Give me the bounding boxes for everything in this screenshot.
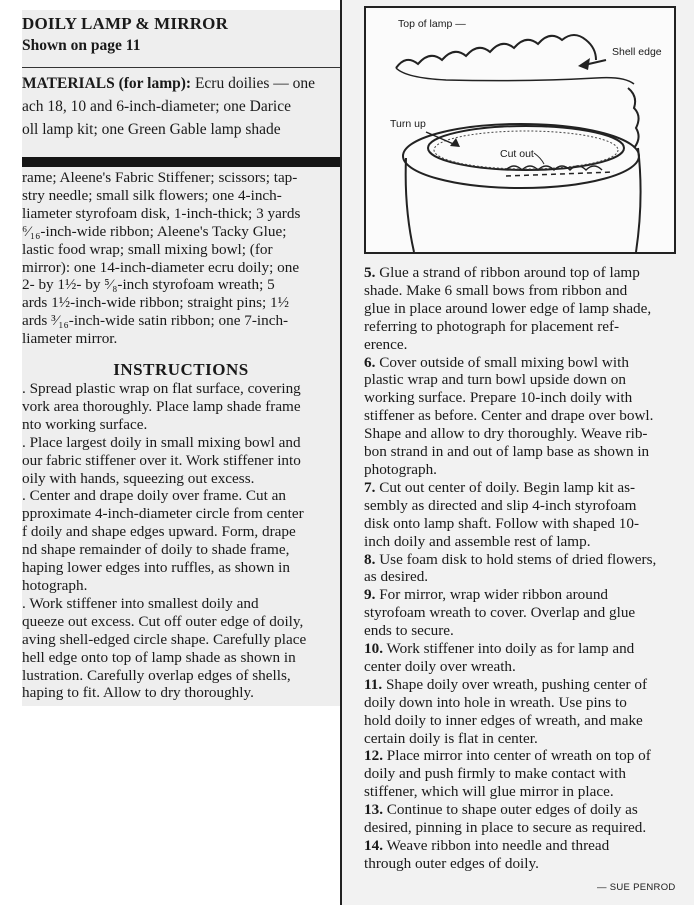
step-line: stiffener as before. Center and drape over bowl. (364, 407, 654, 425)
step-line: glue in place around lower edge of lamp shade, (364, 299, 652, 317)
step-first-line (364, 586, 674, 604)
step-first-line (364, 676, 674, 694)
materials-continued-line: lastic food wrap; small mixing bowl; (for (22, 240, 273, 258)
step-line: queeze out excess. Cut off outer edge of doily, (22, 612, 304, 630)
step-text: Use foam disk to hold stems of dried flowers, (375, 550, 657, 568)
step-number: 11. (364, 675, 383, 693)
step-line: haping to fit. Allow to dry thoroughly. (22, 684, 254, 702)
instructions-steps-1-4 (22, 380, 340, 702)
step-line: Shape and allow to dry thoroughly. Weave rib- (364, 425, 648, 443)
step-first-line (364, 551, 674, 569)
step-line: hold doily to inner edges of wreath, and make (364, 711, 643, 729)
step-line: sembly as directed and slip 4-inch styrofoam (364, 496, 637, 514)
cut-out-pointer (534, 153, 544, 164)
step-number: 8. (364, 550, 376, 568)
step-line: as desired. (364, 568, 429, 586)
step-number: 5. (364, 264, 376, 281)
shell-edge-side (628, 88, 639, 148)
step-number: 7. (364, 478, 376, 496)
shell-edge-bottom (396, 68, 634, 84)
step-line: erence. (364, 335, 408, 353)
materials-continued-line: liameter mirror. (22, 330, 118, 348)
article-subtitle: Shown on page 11 (22, 37, 141, 54)
label-cut-out: Cut out (500, 148, 534, 160)
lamp-drawing (366, 8, 674, 252)
step-line: hotograph. (22, 576, 88, 594)
step-text: Work stiffener into doily as for lamp and (382, 640, 635, 658)
step-number: 12. (364, 747, 383, 765)
shell-edge-arrow-head (578, 58, 590, 70)
step-line: photograph. (364, 460, 437, 478)
step-number: 10. (364, 640, 383, 658)
step-line: stiffener, which will glue mirror in place. (364, 783, 614, 801)
step-line: desired, pinning in place to secure as required. (364, 819, 647, 837)
step-line: nd shape remainder of doily to shade frame, (22, 541, 290, 559)
step-text: For mirror, wrap wider ribbon around (375, 586, 609, 604)
shade-left-edge (406, 158, 414, 252)
materials-continued-line: ards ³⁄₁₆-inch-wide satin ribbon; one 7-inch- (22, 312, 289, 330)
step-first-line (364, 801, 674, 819)
step-first-line (364, 479, 674, 497)
step-text: Weave ribbon into needle and thread (382, 837, 610, 854)
step-number: 14. (364, 837, 383, 854)
materials-line-3: oll lamp kit; one Green Gable lamp shade (22, 121, 281, 138)
label-top-of-lamp: Top of lamp — (398, 18, 466, 30)
divider-thick (22, 157, 340, 167)
author-byline: — SUE PENROD (597, 882, 676, 893)
step-first-line (364, 264, 674, 282)
right-column (340, 0, 694, 905)
step-first-line (364, 354, 674, 372)
materials-continued-line: liameter styrofoam disk, 1-inch-thick; 3 yards (22, 204, 301, 222)
step-line: doily down into hole in wreath. Use pins to (364, 693, 627, 711)
step-line: inch doily and assemble rest of lamp. (364, 532, 591, 550)
shell-edge-top (396, 35, 596, 68)
step-number: 13. (364, 801, 383, 819)
step-line: shade. Make 6 small bows from ribbon and (364, 281, 628, 299)
step-text: Shape doily over wreath, pushing center of (382, 675, 648, 693)
step-line: styrofoam wreath to cover. Overlap and glue (364, 604, 636, 622)
divider-thin (22, 67, 340, 68)
step-text: Place mirror into center of wreath on top of (382, 747, 651, 765)
materials-line-1 (22, 72, 340, 95)
materials-continued-line: 2- by 1½- by ⁵⁄₈-inch styrofoam wreath; 5 (22, 276, 275, 294)
step-line: f doily and shape edges upward. Form, drape (22, 523, 296, 541)
materials-continued-line: ards 1½-inch-wide ribbon; straight pins; 1½ (22, 294, 290, 312)
step-line: certain doily is flat in center. (364, 729, 538, 747)
step-line: center doily over wreath. (364, 657, 516, 675)
step-line: through outer edges of doily. (364, 854, 539, 872)
step-line: ends to secure. (364, 622, 454, 640)
step-line: plastic wrap and turn bowl upside down on (364, 371, 626, 389)
step-number: 9. (364, 586, 376, 604)
step-text: Cover outside of small mixing bowl with (375, 353, 629, 371)
step-line: oily with hands, squeezing out excess. (22, 469, 255, 487)
step-line: pproximate 4-inch-diameter circle from center (22, 505, 304, 523)
step-first-line (364, 640, 674, 658)
instructions-steps-5-14 (364, 264, 674, 873)
cut-line (506, 172, 614, 176)
materials-continued-line: stry needle; small silk flowers; one 4-inch- (22, 186, 282, 204)
step-first-line (364, 747, 674, 765)
step-line: disk onto lamp shaft. Follow with shaped 10- (364, 514, 640, 532)
step-line: aving shell-edged circle shape. Carefully place (22, 630, 307, 648)
step-line: nto working surface. (22, 415, 148, 433)
step-text: Cut out center of doily. Begin lamp kit as- (375, 478, 636, 496)
materials-line-1-rest: Ecru doilies — one (191, 75, 316, 92)
step-line: lustration. Carefully overlap edges of shells, (22, 666, 291, 684)
step-first-line (364, 837, 674, 855)
label-turn-up: Turn up (390, 118, 426, 130)
step-line: doily and push firmly to make contact with (364, 765, 626, 783)
materials-label: MATERIALS (for lamp): (22, 75, 192, 92)
label-shell-edge: Shell edge (612, 46, 662, 58)
materials-continued-line: mirror): one 14-inch-diameter ecru doily; one (22, 258, 300, 276)
materials-line-2: ach 18, 10 and 6-inch-diameter; one Darice (22, 98, 291, 115)
step-line: . Center and drape doily over frame. Cut an (22, 487, 287, 505)
materials-continued-line: rame; Aleene's Fabric Stiffener; scissors; tap- (22, 169, 298, 186)
step-line: working surface. Prepare 10-inch doily with (364, 389, 633, 407)
lamp-illustration (364, 6, 676, 254)
step-line: bon strand in and out of lamp base as shown in (364, 443, 650, 461)
instructions-heading: INSTRUCTIONS (113, 360, 249, 379)
article-title: DOILY LAMP & MIRROR (22, 14, 229, 33)
step-line: hell edge onto top of lamp shade as shown in (22, 648, 296, 666)
materials-continued-line: ⁶⁄₁₆-inch-wide ribbon; Aleene's Tacky Glue; (22, 222, 287, 240)
materials-block (22, 72, 340, 142)
step-text: Glue a strand of ribbon around top of lamp (375, 264, 640, 281)
step-number: 6. (364, 353, 376, 371)
materials-continued (22, 169, 340, 348)
step-line: haping lower edges into ruffles, as shown in (22, 559, 290, 577)
step-line: . Place largest doily in small mixing bowl and (22, 433, 301, 451)
step-line: referring to photograph for placement ref- (364, 317, 620, 335)
step-text: Continue to shape outer edges of doily as (382, 801, 638, 819)
step-line: . Work stiffener into smallest doily and (22, 594, 259, 612)
step-line: . Spread plastic wrap on flat surface, covering (22, 380, 301, 397)
step-line: vork area thoroughly. Place lamp shade frame (22, 397, 301, 415)
step-line: our fabric stiffener over it. Work stiffener into (22, 451, 301, 469)
left-column (22, 10, 340, 706)
